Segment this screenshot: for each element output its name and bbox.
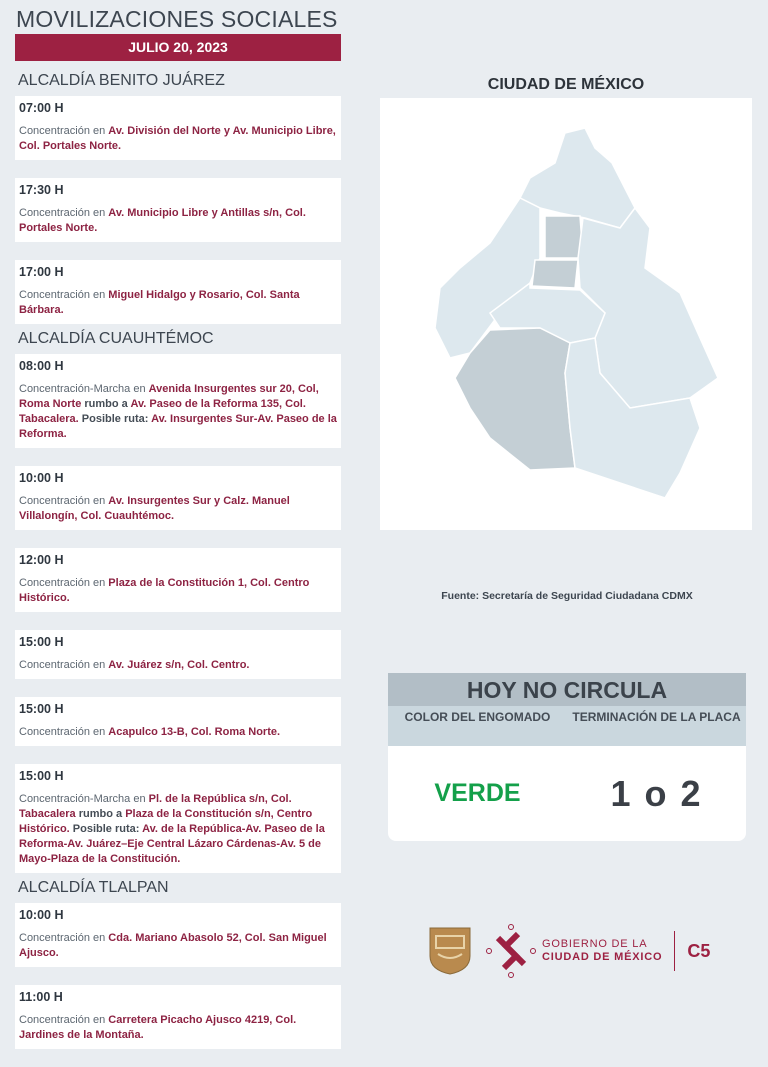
mobilization-entry: [15, 764, 341, 873]
date-banner: JULIO 20, 2023: [15, 34, 341, 61]
entry-description: [19, 206, 337, 236]
entry-description: [19, 124, 337, 154]
divider: [674, 931, 675, 971]
hnc-color-value: VERDE: [434, 779, 521, 807]
section-heading: ALCALDÍA TLALPAN: [18, 879, 169, 896]
section-heading: ALCALDÍA BENITO JUÁREZ: [18, 72, 225, 89]
hnc-title: HOY NO CIRCULA: [388, 673, 746, 706]
description-segment: en: [89, 932, 109, 944]
map-title: CIUDAD DE MÉXICO: [487, 76, 645, 93]
entry-description: [19, 792, 337, 867]
description-segment: Plaza de la Constitución s/n, Centro Histórico.: [19, 808, 313, 835]
description-segment: Concentración: [19, 1014, 90, 1026]
description-segment: Av. Juárez s/n, Col. Centro.: [108, 659, 250, 671]
mobilization-entry: [15, 354, 341, 448]
entry-time: 08:00 H: [19, 359, 64, 373]
entry-time: 17:30 H: [19, 183, 64, 197]
description-segment: Acapulco 13-B, Col. Roma Norte.: [108, 726, 281, 738]
footer-logos: [428, 924, 710, 978]
description-segment: Miguel Hidalgo y Rosario, Col. Santa Bárbara.: [19, 289, 300, 316]
entry-time: 10:00 H: [19, 471, 64, 485]
description-segment: Pl. de la República s/n, Col. Tabacalera: [19, 793, 292, 820]
description-segment: Av. División del Norte y Av. Municipio Libre, Col. Portales Norte.: [19, 125, 336, 152]
mobilization-list: [15, 72, 341, 1067]
description-segment: en: [89, 207, 109, 219]
description-segment: Concentración-Marcha: [19, 383, 131, 395]
entry-description: [19, 658, 337, 673]
entry-time: 15:00 H: [19, 635, 64, 649]
entry-description: [19, 931, 337, 961]
hnc-col-color: COLOR DEL ENGOMADO: [404, 710, 551, 724]
map-region-cuauhtemoc: [545, 216, 583, 258]
mobilization-entry: [15, 548, 341, 612]
cdmx-government-logo-icon: [486, 924, 536, 978]
description-segment: en: [89, 726, 109, 738]
description-segment: Posible ruta:: [69, 823, 143, 835]
description-segment: Plaza de la Constitución 1, Col. Centro Histórico.: [19, 577, 310, 604]
description-segment: Av. de la República-Av. Paseo de la Reforma-Av. Juárez–Eje Central Lázaro Cárdenas-Av. 5 de Mayo-Plaza de la Constitución.: [19, 823, 325, 865]
c5-logo: C5: [687, 940, 711, 961]
hnc-col-placa: TERMINACIÓN DE LA PLACA: [572, 710, 741, 724]
cdmx-map: [380, 98, 752, 530]
description-segment: Av. Paseo de la Reforma 135, Col. Tabacalera.: [19, 398, 306, 425]
hnc-placa-value: 1 o 2: [610, 772, 703, 814]
entry-description: [19, 576, 337, 606]
mobilization-entry: [15, 697, 341, 746]
entry-time: 15:00 H: [19, 702, 64, 716]
mobilization-entry: [15, 260, 341, 324]
description-segment: en: [89, 1014, 109, 1026]
description-segment: Concentración: [19, 932, 90, 944]
entry-time: 17:00 H: [19, 265, 64, 279]
description-segment: Concentración: [19, 289, 90, 301]
description-segment: Carretera Picacho Ajusco 4219, Col. Jardines de la Montaña.: [19, 1014, 297, 1041]
entry-time: 11:00 H: [19, 990, 63, 1004]
mobilization-entry: [15, 903, 341, 967]
mobilization-entry: [15, 630, 341, 679]
gov-line-1: GOBIERNO DE LA: [542, 938, 648, 950]
mobilization-entry: [15, 178, 341, 242]
description-segment: en: [130, 793, 149, 805]
map-region-tlalpan: [455, 328, 575, 470]
description-segment: en: [89, 659, 109, 671]
description-segment: Concentración: [19, 207, 90, 219]
description-segment: Posible ruta:: [78, 413, 152, 425]
description-segment: en: [89, 577, 109, 589]
cdmx-shield-icon: [428, 926, 472, 976]
entry-description: [19, 382, 337, 442]
description-segment: en: [89, 495, 109, 507]
entry-time: 12:00 H: [19, 553, 64, 567]
description-segment: Concentración: [19, 577, 90, 589]
description-segment: rumbo a: [75, 808, 126, 820]
entry-time: 07:00 H: [19, 101, 64, 115]
description-segment: rumbo a: [81, 398, 131, 410]
entry-description: [19, 1013, 337, 1043]
map-source: Fuente: Secretaría de Seguridad Ciudadana CDMX: [441, 590, 693, 602]
description-segment: Av. Insurgentes Sur-Av. Paseo de la Reforma.: [19, 413, 337, 440]
hoy-no-circula-card: [388, 673, 746, 841]
description-segment: Av. Municipio Libre y Antillas s/n, Col. Portales Norte.: [19, 207, 306, 234]
description-segment: Avenida Insurgentes sur 20, Col, Roma Norte: [19, 383, 319, 410]
entry-time: 15:00 H: [19, 769, 64, 783]
description-segment: Concentración: [19, 659, 90, 671]
mobilization-entry: [15, 466, 341, 530]
map-region-benito-juarez: [532, 260, 578, 288]
description-segment: Av. Insurgentes Sur y Calz. Manuel Villalongín, Col. Cuauhtémoc.: [19, 495, 290, 522]
mobilization-entry: [15, 96, 341, 160]
entry-time: 10:00 H: [19, 908, 64, 922]
gov-line-2: CIUDAD DE MÉXICO: [542, 951, 663, 963]
entry-description: [19, 494, 337, 524]
description-segment: Concentración: [19, 125, 90, 137]
description-segment: Concentración: [19, 495, 90, 507]
description-segment: Cda. Mariano Abasolo 52, Col. San Miguel Ajusco.: [19, 932, 327, 959]
description-segment: Concentración-Marcha: [19, 793, 131, 805]
description-segment: en: [89, 125, 109, 137]
entry-description: [19, 725, 337, 740]
page-title: MOVILIZACIONES SOCIALES: [16, 6, 338, 32]
description-segment: en: [130, 383, 149, 395]
description-segment: Concentración: [19, 726, 90, 738]
entry-description: [19, 288, 337, 318]
mobilization-entry: [15, 985, 341, 1049]
description-segment: en: [89, 289, 109, 301]
section-heading: ALCALDÍA CUAUHTÉMOC: [18, 330, 214, 347]
